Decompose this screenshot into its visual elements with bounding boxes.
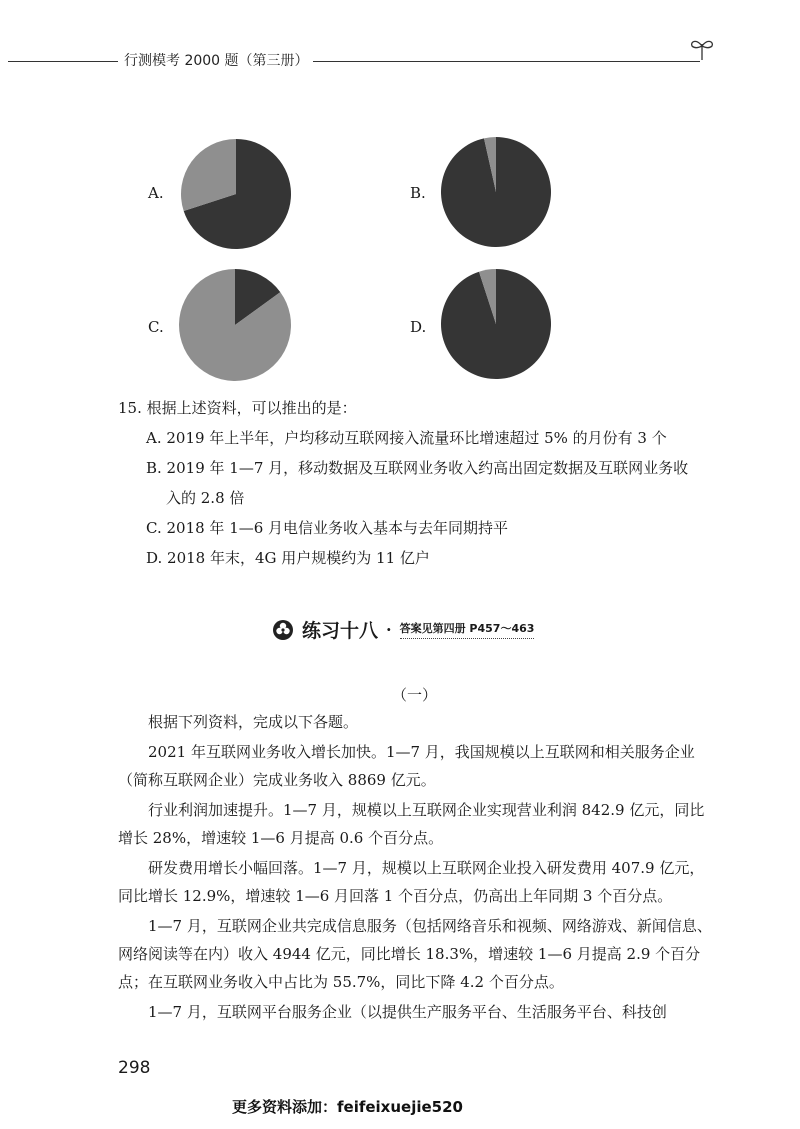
passage-paragraph-1: 根据下列资料，完成以下各题。 <box>148 713 359 731</box>
passage-paragraph-6: 1—7 月，互联网平台服务企业（以提供生产服务平台、生活服务平台、科技创 <box>148 1003 667 1021</box>
answer-option-c: C. 2018 年 1—6 月电信业务收入基本与去年同期持平 <box>146 519 509 537</box>
page-number: 298 <box>118 1058 151 1078</box>
pie-chart-b <box>440 136 552 248</box>
passage-paragraph-3: 行业利润加速提升。1—7 月，规模以上互联网企业实现营业利润 842.9 亿元，同比增长 28%，增速较 1—6 月提高 0.6 个百分点。 <box>118 801 705 847</box>
answer-option-a: A. 2019 年上半年，户均移动互联网接入流量环比增速超过 5% 的月份有 3 个 <box>146 429 667 447</box>
pie-chart-c <box>178 268 292 382</box>
passage-paragraph-5: 1—7 月，互联网企业共完成信息服务（包括网络音乐和视频、网络游戏、新闻信息、网络阅读等在内）收入 4944 亿元，同比增长 18.3%，增速较 1—6 月提高 2.9 个百分点；在互联网业务收入中占比为 55.7%，同比下降 4.2 个百分点。 <box>118 917 712 991</box>
sub-section-title: （一） <box>392 686 438 704</box>
answer-option-b: B. 2019 年 1—7 月，移动数据及互联网业务收入约高出固定数据及互联网业务收 <box>146 459 689 477</box>
passage-paragraph-2: 2021 年互联网业务收入增长加快。1—7 月，我国规模以上互联网和相关服务企业（简称互联网企业）完成业务收入 8869 亿元。 <box>118 743 695 789</box>
pie-chart-d <box>440 268 552 380</box>
answer-option-d: D. 2018 年末，4G 用户规模约为 11 亿户 <box>146 549 430 567</box>
section-separator: · <box>386 620 392 639</box>
pie-chart-a <box>180 138 292 250</box>
flower-icon <box>272 619 294 641</box>
section-header <box>272 616 534 643</box>
option-d-label: D. <box>410 318 427 336</box>
option-b-label: B. <box>410 184 426 202</box>
footer-note: 更多资料添加：feifeixuejie520 <box>232 1098 463 1116</box>
passage-paragraph-4: 研发费用增长小幅回落。1—7 月，规模以上互联网企业投入研发费用 407.9 亿元，同比增长 12.9%，增速较 1—6 月回落 1 个百分点，仍高出上年同期 3 个百分点。 <box>118 859 705 905</box>
sprout-icon <box>688 34 716 62</box>
question-stem: 15. 根据上述资料，可以推出的是： <box>118 399 357 417</box>
option-c-label: C. <box>148 318 164 336</box>
section-title: 练习十八 <box>302 620 379 642</box>
answer-option-b-continued: 入的 2.8 倍 <box>166 489 245 507</box>
header-rule-right <box>296 61 700 62</box>
answer-reference: 答案见第四册 P457～463 <box>400 620 535 639</box>
option-a-label: A. <box>148 184 164 202</box>
running-header: 行测模考 2000 题（第三册） <box>120 50 313 70</box>
header-rule-left <box>8 61 118 62</box>
